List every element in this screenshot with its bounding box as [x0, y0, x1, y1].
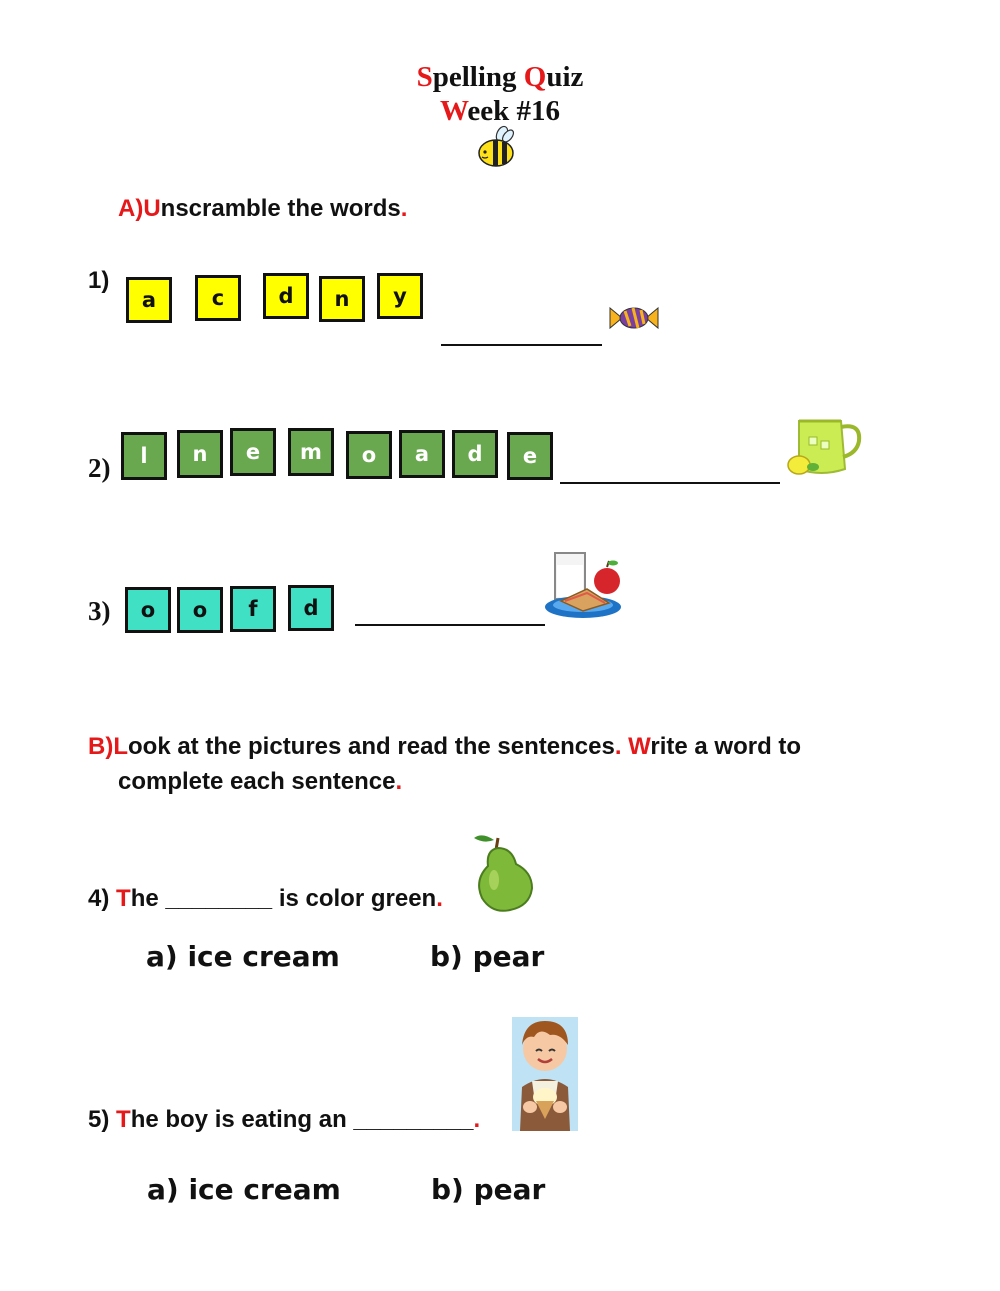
section-b-heading-line2: complete each sentence.: [118, 768, 403, 795]
letter-tile[interactable]: l: [121, 432, 167, 480]
section-a-heading: A)Unscramble the words.: [118, 195, 408, 222]
question-1-number: 1): [88, 267, 110, 294]
bee-icon: [476, 126, 520, 170]
answer-blank-1[interactable]: [441, 344, 602, 346]
question-4-sentence: 4) The ________ is color green.: [88, 885, 443, 912]
quiz-week: Week #16: [439, 95, 561, 127]
letter-tile[interactable]: m: [288, 428, 334, 476]
boy-ice-cream-icon: [510, 1015, 580, 1133]
letter-tile[interactable]: d: [288, 585, 334, 631]
letter-tile[interactable]: n: [319, 276, 365, 322]
question-5-option-a[interactable]: a) ice cream: [147, 1173, 341, 1206]
question-4-option-a[interactable]: a) ice cream: [146, 940, 340, 973]
letter-tile[interactable]: o: [125, 587, 171, 633]
letter-tile[interactable]: d: [452, 430, 498, 478]
question-5-sentence: 5) The boy is eating an _________.: [88, 1106, 481, 1133]
letter-tile[interactable]: d: [263, 273, 309, 319]
letter-tile[interactable]: c: [195, 275, 241, 321]
lemonade-icon: [785, 413, 865, 479]
letter-tile[interactable]: a: [399, 430, 445, 478]
letter-tile[interactable]: n: [177, 430, 223, 478]
section-b-heading-line1: B)Look at the pictures and read the sentences. Write a word to: [88, 733, 802, 760]
candy-icon: [608, 304, 660, 332]
question-4-option-b[interactable]: b) pear: [430, 940, 545, 973]
quiz-title: Spelling Quiz: [416, 61, 584, 93]
question-5-option-b[interactable]: b) pear: [431, 1173, 546, 1206]
letter-tile[interactable]: o: [177, 587, 223, 633]
letter-tile[interactable]: f: [230, 586, 276, 632]
letter-tile[interactable]: e: [507, 432, 553, 480]
letter-tile[interactable]: y: [377, 273, 423, 319]
question-2-number: 2): [88, 453, 111, 483]
pear-icon: [470, 832, 536, 914]
answer-blank-2[interactable]: [560, 482, 780, 484]
letter-tile[interactable]: e: [230, 428, 276, 476]
answer-blank-3[interactable]: [355, 624, 545, 626]
food-icon: [543, 549, 627, 621]
question-3-number: 3): [88, 596, 111, 626]
letter-tile[interactable]: o: [346, 431, 392, 479]
letter-tile[interactable]: a: [126, 277, 172, 323]
